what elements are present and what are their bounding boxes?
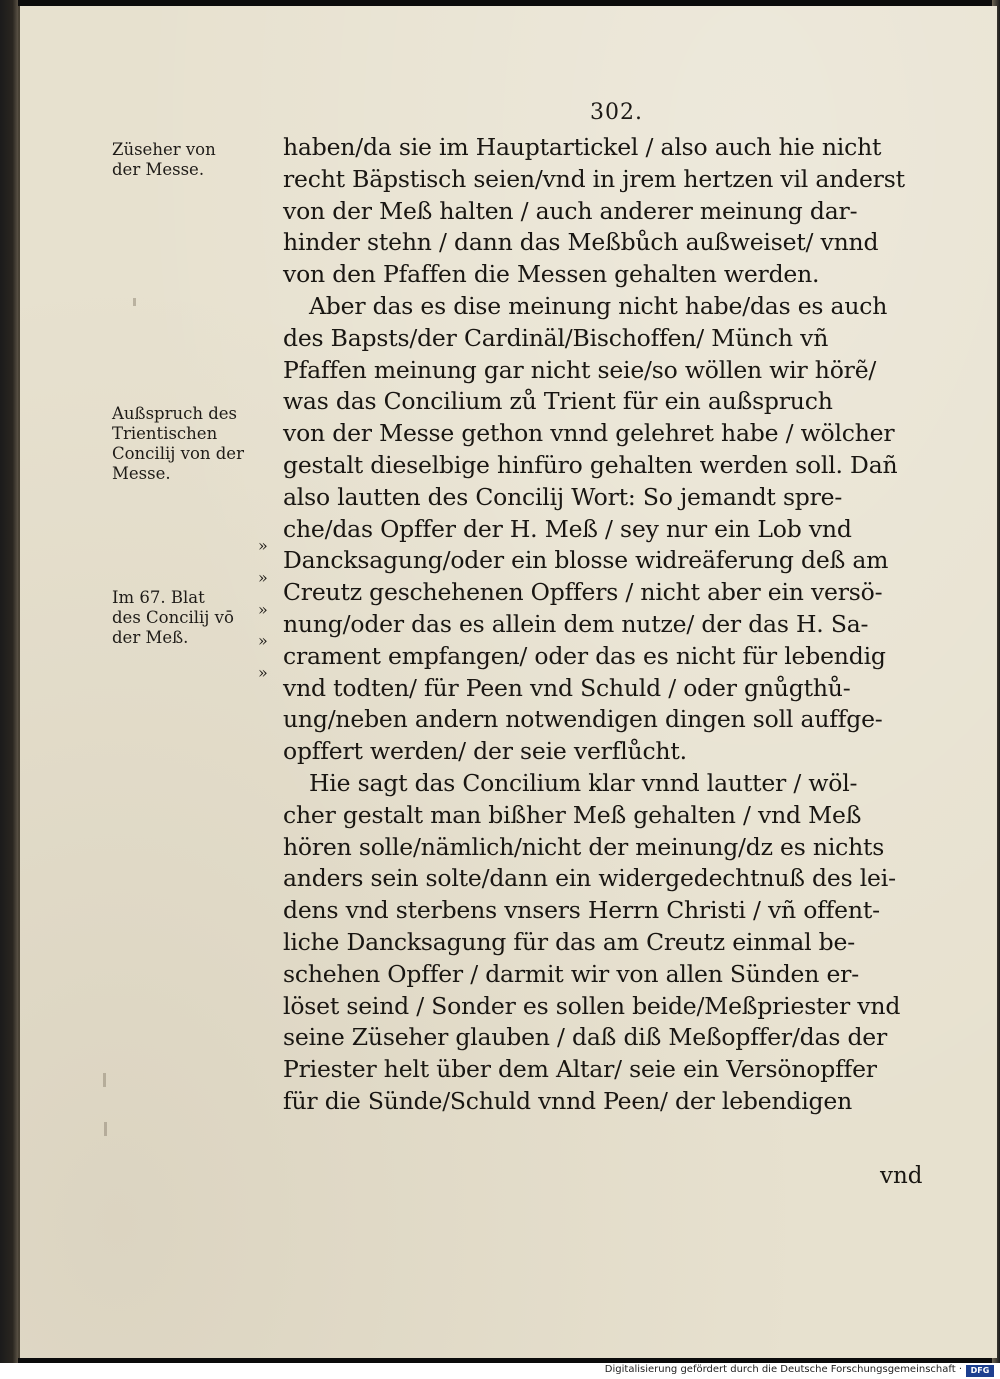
text-line: löset seind / Sonder es sollen beide/Meßpriester vnd [283, 991, 901, 1020]
text-line: ung/neben andern notwendigen dingen soll auffge- [283, 705, 883, 734]
paper-mark [103, 1073, 106, 1087]
text-line: schehen Opffer / darmit wir von allen Sünden er- [283, 959, 859, 988]
text-line: Dancksagung/oder ein blosse widreäferung deß am [283, 546, 889, 575]
text-line: anders sein solte/dann ein widergedechtnuß des lei- [283, 864, 896, 893]
text-line: Aber das es dise meinung nicht habe/das es auch [309, 291, 888, 320]
text-line: hören solle/nämlich/nicht der meinung/dz es nichts [283, 832, 885, 861]
text-line: opffert werden/ der seie verflůcht. [283, 737, 687, 766]
margin-note-ausspruch: Außspruch des Trientischen Concilij von der Messe. [112, 404, 244, 483]
page-number: 302. [590, 100, 643, 125]
catchword: vnd [880, 1163, 923, 1189]
paper-mark [133, 298, 136, 306]
quotation-marks: » » » » » [258, 536, 268, 683]
text-line: hinder stehn / dann das Meßbůch außweiset/ vnnd [283, 228, 879, 257]
text-line: von der Meß halten / auch anderer meinung dar- [283, 196, 858, 225]
text-line: von der Messe gethon vnnd gelehret habe / wölcher [283, 419, 895, 448]
text-line: haben/da sie im Hauptartickel / also auch hie nicht [283, 133, 882, 161]
book-spine-edge [0, 0, 18, 1363]
text-line: recht Bäpstisch seien/vnd in jrem hertzen vil anderst [283, 164, 905, 193]
text-line: von den Pfaffen die Messen gehalten werden. [283, 260, 820, 289]
text-line: gestalt dieselbige hinfüro gehalten werden soll. Dañ [283, 450, 898, 479]
text-line: che/das Opffer der H. Meß / sey nur ein Lob vnd [283, 514, 852, 543]
text-line: Pfaffen meinung gar nicht seie/so wöllen wir hörẽ/ [283, 355, 877, 384]
text-line: für die Sünde/Schuld vnnd Peen/ der lebendigen [283, 1086, 853, 1115]
text-line: Priester helt über dem Altar/ seie ein Versönopffer [283, 1055, 877, 1084]
text-line: nung/oder das es allein dem nutze/ der das H. Sa- [283, 609, 869, 638]
text-line: dens vnd sterbens vnsers Herrn Christi / vñ offent- [283, 896, 880, 925]
text-line: des Bapsts/der Cardinäl/Bischoffen/ Münch vñ [283, 323, 829, 352]
dfg-logo: DFG [966, 1365, 994, 1377]
footer-credit: Digitalisierung gefördert durch die Deutsche Forschungsgemeinschaft · [604, 1364, 962, 1375]
text-line: crament empfangen/ oder das es nicht für lebendig [283, 641, 886, 670]
text-line: liche Dancksagung für das am Creutz einmal be- [283, 927, 855, 956]
margin-note-blat: Im 67. Blat des Concilij vō der Meß. [112, 588, 234, 647]
paper-mark [104, 1122, 107, 1136]
text-line: also lautten des Concilij Wort: So jemandt spre- [283, 482, 843, 511]
text-line: was das Concilium zů Trient für ein außspruch [283, 387, 833, 416]
text-line: Hie sagt das Concilium klar vnnd lautter / wöl- [309, 768, 858, 797]
margin-note-zuseher: Züseher von der Messe. [112, 140, 216, 179]
text-line: seine Züseher glauben / daß diß Meßopffer/das der [283, 1023, 888, 1052]
text-line: vnd todten/ für Peen vnd Schuld / oder gnůgthů- [283, 673, 851, 702]
text-line: cher gestalt man bißher Meß gehalten / vnd Meß [283, 800, 862, 829]
text-line: Creutz geschehenen Opffers / nicht aber ein versö- [283, 578, 883, 607]
body-text [283, 132, 943, 1118]
